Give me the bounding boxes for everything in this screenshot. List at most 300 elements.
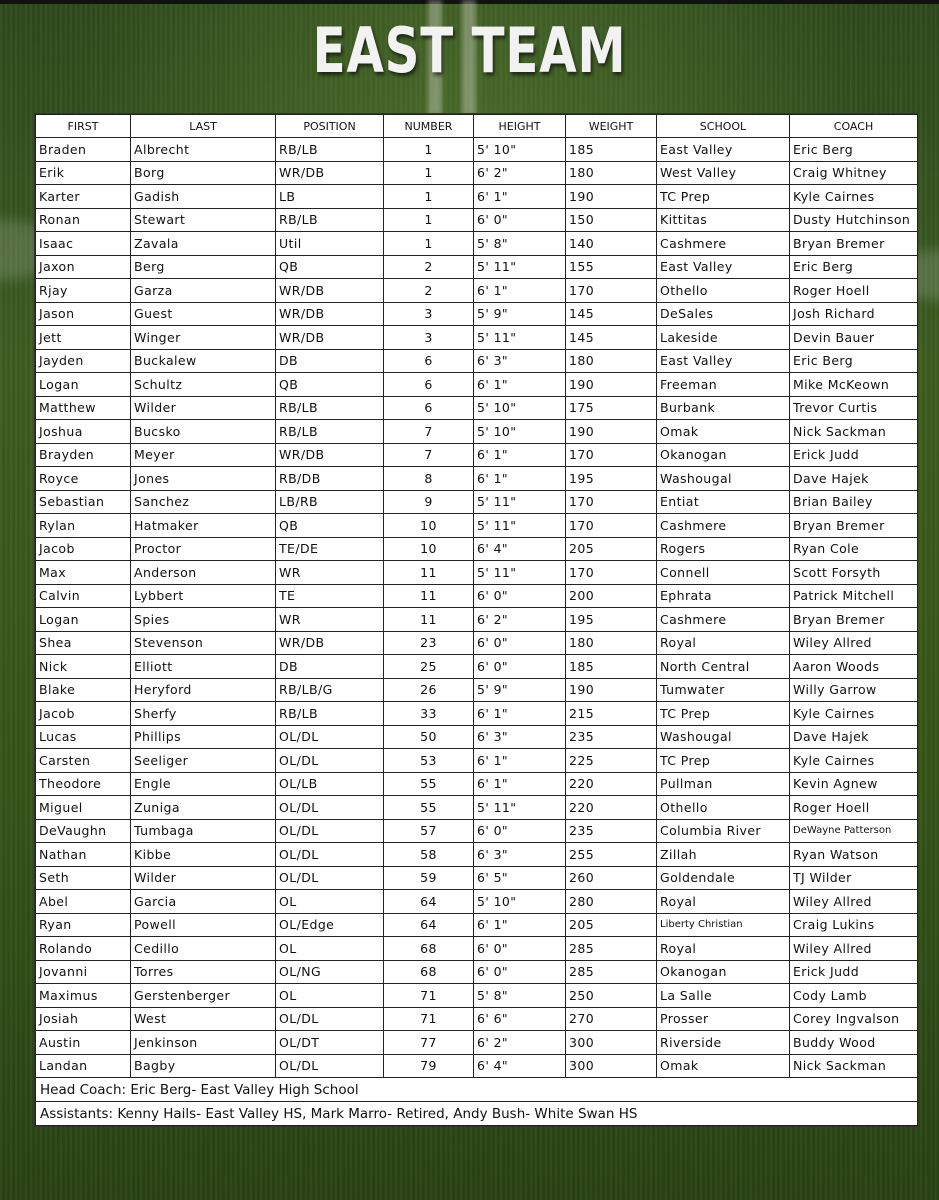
- player-weight: 145: [566, 302, 657, 326]
- player-school: East Valley: [657, 138, 790, 162]
- player-number: 6: [384, 396, 474, 420]
- player-position: OL/DL: [276, 1007, 384, 1031]
- player-first-name: Nick: [36, 655, 131, 679]
- player-weight: 235: [566, 819, 657, 843]
- player-position: OL/DL: [276, 749, 384, 773]
- player-school: Othello: [657, 279, 790, 303]
- player-weight: 150: [566, 208, 657, 232]
- player-position: WR: [276, 608, 384, 632]
- player-position: RB/LB: [276, 208, 384, 232]
- player-coach: Craig Lukins: [790, 913, 918, 937]
- player-last-name: Berg: [131, 255, 276, 279]
- player-number: 57: [384, 819, 474, 843]
- player-first-name: Rjay: [36, 279, 131, 303]
- player-weight: 255: [566, 843, 657, 867]
- col-header-coach: COACH: [790, 115, 918, 138]
- player-last-name: Proctor: [131, 537, 276, 561]
- player-school: Tumwater: [657, 678, 790, 702]
- player-weight: 220: [566, 796, 657, 820]
- player-last-name: West: [131, 1007, 276, 1031]
- player-position: LB/RB: [276, 490, 384, 514]
- player-coach: Bryan Bremer: [790, 232, 918, 256]
- player-last-name: Buckalew: [131, 349, 276, 373]
- player-coach: Cody Lamb: [790, 984, 918, 1008]
- player-school: TC Prep: [657, 702, 790, 726]
- player-position: OL/DL: [276, 1054, 384, 1078]
- player-school: TC Prep: [657, 185, 790, 209]
- player-position: OL: [276, 890, 384, 914]
- player-school: Prosser: [657, 1007, 790, 1031]
- player-position: TE/DE: [276, 537, 384, 561]
- player-last-name: Powell: [131, 913, 276, 937]
- table-row: [36, 678, 918, 702]
- player-first-name: Josiah: [36, 1007, 131, 1031]
- player-position: QB: [276, 514, 384, 538]
- player-school: Washougal: [657, 725, 790, 749]
- player-weight: 140: [566, 232, 657, 256]
- player-position: RB/LB: [276, 420, 384, 444]
- page-title: EAST TEAM: [312, 14, 627, 87]
- table-row: [36, 1054, 918, 1078]
- table-row: [36, 443, 918, 467]
- assistants-note: Assistants: Kenny Hails- East Valley HS, Mark Marro- Retired, Andy Bush- White Swan HS: [36, 1102, 918, 1126]
- player-number: 1: [384, 161, 474, 185]
- player-last-name: Sherfy: [131, 702, 276, 726]
- table-row: [36, 796, 918, 820]
- player-school: Omak: [657, 420, 790, 444]
- table-row: [36, 866, 918, 890]
- player-coach: Scott Forsyth: [790, 561, 918, 585]
- player-weight: 145: [566, 326, 657, 350]
- player-last-name: Garza: [131, 279, 276, 303]
- player-position: WR/DB: [276, 302, 384, 326]
- player-first-name: Jason: [36, 302, 131, 326]
- player-first-name: Isaac: [36, 232, 131, 256]
- player-school: Kittitas: [657, 208, 790, 232]
- table-row: [36, 185, 918, 209]
- header-row: [36, 115, 918, 138]
- player-weight: 260: [566, 866, 657, 890]
- player-first-name: Sebastian: [36, 490, 131, 514]
- player-number: 10: [384, 537, 474, 561]
- player-weight: 235: [566, 725, 657, 749]
- player-number: 11: [384, 561, 474, 585]
- player-last-name: Heryford: [131, 678, 276, 702]
- player-position: OL/Edge: [276, 913, 384, 937]
- player-weight: 185: [566, 655, 657, 679]
- player-coach: Josh Richard: [790, 302, 918, 326]
- table-row: [36, 937, 918, 961]
- player-coach: Wiley Allred: [790, 937, 918, 961]
- player-school: Washougal: [657, 467, 790, 491]
- col-header-height: HEIGHT: [474, 115, 566, 138]
- player-last-name: Torres: [131, 960, 276, 984]
- player-coach: Nick Sackman: [790, 1054, 918, 1078]
- player-first-name: Jayden: [36, 349, 131, 373]
- player-school: Cashmere: [657, 608, 790, 632]
- player-first-name: Jett: [36, 326, 131, 350]
- player-number: 64: [384, 913, 474, 937]
- player-position: OL/DL: [276, 866, 384, 890]
- player-height: 6' 3": [474, 349, 566, 373]
- table-row: [36, 749, 918, 773]
- player-school: Goldendale: [657, 866, 790, 890]
- player-number: 71: [384, 984, 474, 1008]
- player-last-name: Zavala: [131, 232, 276, 256]
- table-row: [36, 420, 918, 444]
- player-weight: 195: [566, 608, 657, 632]
- player-weight: 215: [566, 702, 657, 726]
- player-first-name: Brayden: [36, 443, 131, 467]
- player-height: 5' 11": [474, 796, 566, 820]
- player-number: 1: [384, 232, 474, 256]
- player-coach: Eric Berg: [790, 138, 918, 162]
- player-first-name: Rolando: [36, 937, 131, 961]
- player-first-name: Maximus: [36, 984, 131, 1008]
- player-last-name: Lybbert: [131, 584, 276, 608]
- player-position: WR/DB: [276, 161, 384, 185]
- player-last-name: Tumbaga: [131, 819, 276, 843]
- player-first-name: DeVaughn: [36, 819, 131, 843]
- player-position: TE: [276, 584, 384, 608]
- player-number: 7: [384, 420, 474, 444]
- table-row: [36, 279, 918, 303]
- player-height: 6' 2": [474, 1031, 566, 1055]
- player-position: WR/DB: [276, 631, 384, 655]
- player-school: La Salle: [657, 984, 790, 1008]
- player-number: 8: [384, 467, 474, 491]
- player-first-name: Blake: [36, 678, 131, 702]
- head-coach-row: [36, 1078, 918, 1102]
- player-school: DeSales: [657, 302, 790, 326]
- player-number: 10: [384, 514, 474, 538]
- player-height: 5' 11": [474, 561, 566, 585]
- player-weight: 170: [566, 279, 657, 303]
- player-number: 9: [384, 490, 474, 514]
- player-weight: 270: [566, 1007, 657, 1031]
- table-row: [36, 161, 918, 185]
- table-row: [36, 396, 918, 420]
- player-school: Liberty Christian: [657, 913, 790, 937]
- player-position: OL/NG: [276, 960, 384, 984]
- player-height: 5' 9": [474, 678, 566, 702]
- col-header-last: LAST: [131, 115, 276, 138]
- player-number: 33: [384, 702, 474, 726]
- player-school: TC Prep: [657, 749, 790, 773]
- player-last-name: Jenkinson: [131, 1031, 276, 1055]
- player-school: Burbank: [657, 396, 790, 420]
- player-last-name: Elliott: [131, 655, 276, 679]
- player-coach: Devin Bauer: [790, 326, 918, 350]
- player-height: 5' 10": [474, 890, 566, 914]
- player-height: 6' 3": [474, 725, 566, 749]
- player-first-name: Max: [36, 561, 131, 585]
- player-height: 6' 1": [474, 913, 566, 937]
- player-first-name: Jacob: [36, 537, 131, 561]
- player-first-name: Jovanni: [36, 960, 131, 984]
- player-height: 6' 1": [474, 702, 566, 726]
- player-last-name: Spies: [131, 608, 276, 632]
- player-weight: 180: [566, 349, 657, 373]
- player-first-name: Karter: [36, 185, 131, 209]
- player-number: 2: [384, 279, 474, 303]
- player-school: Zillah: [657, 843, 790, 867]
- roster-table: [35, 114, 918, 1126]
- player-height: 6' 5": [474, 866, 566, 890]
- player-school: Royal: [657, 631, 790, 655]
- table-row: [36, 373, 918, 397]
- player-position: RB/LB: [276, 138, 384, 162]
- player-weight: 300: [566, 1054, 657, 1078]
- table-row: [36, 772, 918, 796]
- table-row: [36, 890, 918, 914]
- player-coach: Erick Judd: [790, 443, 918, 467]
- player-coach: Kevin Agnew: [790, 772, 918, 796]
- player-school: North Central: [657, 655, 790, 679]
- player-weight: 220: [566, 772, 657, 796]
- player-height: 5' 10": [474, 396, 566, 420]
- player-height: 5' 11": [474, 490, 566, 514]
- player-height: 5' 11": [474, 514, 566, 538]
- col-header-number: NUMBER: [384, 115, 474, 138]
- player-position: LB: [276, 185, 384, 209]
- player-weight: 250: [566, 984, 657, 1008]
- player-last-name: Wilder: [131, 866, 276, 890]
- player-school: Cashmere: [657, 232, 790, 256]
- player-number: 11: [384, 584, 474, 608]
- table-row: [36, 490, 918, 514]
- player-coach: Mike McKeown: [790, 373, 918, 397]
- player-height: 5' 10": [474, 138, 566, 162]
- player-last-name: Gerstenberger: [131, 984, 276, 1008]
- player-weight: 285: [566, 960, 657, 984]
- player-last-name: Winger: [131, 326, 276, 350]
- table-row: [36, 467, 918, 491]
- player-school: Columbia River: [657, 819, 790, 843]
- player-weight: 180: [566, 161, 657, 185]
- player-position: WR: [276, 561, 384, 585]
- player-coach: Craig Whitney: [790, 161, 918, 185]
- player-weight: 225: [566, 749, 657, 773]
- player-last-name: Schultz: [131, 373, 276, 397]
- table-row: [36, 514, 918, 538]
- player-last-name: Bagby: [131, 1054, 276, 1078]
- player-height: 6' 0": [474, 960, 566, 984]
- player-coach: Bryan Bremer: [790, 608, 918, 632]
- player-weight: 155: [566, 255, 657, 279]
- player-position: OL: [276, 984, 384, 1008]
- col-header-school: SCHOOL: [657, 115, 790, 138]
- player-coach: Eric Berg: [790, 255, 918, 279]
- player-height: 6' 1": [474, 467, 566, 491]
- player-last-name: Stevenson: [131, 631, 276, 655]
- player-coach: Trevor Curtis: [790, 396, 918, 420]
- table-row: [36, 255, 918, 279]
- player-height: 6' 0": [474, 655, 566, 679]
- player-first-name: Carsten: [36, 749, 131, 773]
- col-header-first: FIRST: [36, 115, 131, 138]
- player-first-name: Seth: [36, 866, 131, 890]
- player-weight: 170: [566, 514, 657, 538]
- table-row: [36, 913, 918, 937]
- player-first-name: Braden: [36, 138, 131, 162]
- player-number: 58: [384, 843, 474, 867]
- player-school: Ephrata: [657, 584, 790, 608]
- player-school: Omak: [657, 1054, 790, 1078]
- player-first-name: Rylan: [36, 514, 131, 538]
- table-row: [36, 702, 918, 726]
- player-number: 1: [384, 138, 474, 162]
- player-position: DB: [276, 655, 384, 679]
- player-coach: Aaron Woods: [790, 655, 918, 679]
- roster-sheet: [34, 113, 918, 1127]
- player-first-name: Abel: [36, 890, 131, 914]
- player-height: 5' 8": [474, 232, 566, 256]
- player-last-name: Garcia: [131, 890, 276, 914]
- player-height: 5' 10": [474, 420, 566, 444]
- player-position: OL/DL: [276, 796, 384, 820]
- table-row: [36, 302, 918, 326]
- player-weight: 175: [566, 396, 657, 420]
- player-first-name: Landan: [36, 1054, 131, 1078]
- player-first-name: Nathan: [36, 843, 131, 867]
- player-weight: 205: [566, 537, 657, 561]
- player-last-name: Phillips: [131, 725, 276, 749]
- player-position: RB/LB: [276, 702, 384, 726]
- player-number: 6: [384, 349, 474, 373]
- player-weight: 280: [566, 890, 657, 914]
- player-coach: Eric Berg: [790, 349, 918, 373]
- player-weight: 190: [566, 185, 657, 209]
- player-height: 5' 8": [474, 984, 566, 1008]
- player-position: WR/DB: [276, 279, 384, 303]
- player-number: 68: [384, 937, 474, 961]
- player-height: 6' 1": [474, 772, 566, 796]
- player-school: Connell: [657, 561, 790, 585]
- player-coach: Buddy Wood: [790, 1031, 918, 1055]
- player-number: 55: [384, 772, 474, 796]
- player-height: 5' 9": [474, 302, 566, 326]
- player-weight: 190: [566, 420, 657, 444]
- player-school: Royal: [657, 890, 790, 914]
- col-header-weight: WEIGHT: [566, 115, 657, 138]
- player-height: 5' 11": [474, 326, 566, 350]
- player-number: 1: [384, 185, 474, 209]
- player-height: 6' 2": [474, 608, 566, 632]
- player-first-name: Matthew: [36, 396, 131, 420]
- player-school: Rogers: [657, 537, 790, 561]
- table-row: [36, 138, 918, 162]
- player-weight: 195: [566, 467, 657, 491]
- player-first-name: Miguel: [36, 796, 131, 820]
- table-row: [36, 984, 918, 1008]
- player-last-name: Kibbe: [131, 843, 276, 867]
- player-weight: 285: [566, 937, 657, 961]
- player-number: 25: [384, 655, 474, 679]
- player-position: QB: [276, 373, 384, 397]
- player-number: 64: [384, 890, 474, 914]
- player-height: 6' 4": [474, 537, 566, 561]
- table-row: [36, 537, 918, 561]
- player-number: 11: [384, 608, 474, 632]
- player-weight: 170: [566, 561, 657, 585]
- player-weight: 180: [566, 631, 657, 655]
- table-row: [36, 608, 918, 632]
- player-first-name: Jaxon: [36, 255, 131, 279]
- player-number: 50: [384, 725, 474, 749]
- player-first-name: Ryan: [36, 913, 131, 937]
- player-height: 6' 0": [474, 937, 566, 961]
- player-position: RB/LB: [276, 396, 384, 420]
- player-coach: Roger Hoell: [790, 796, 918, 820]
- player-last-name: Gadish: [131, 185, 276, 209]
- player-school: Okanogan: [657, 960, 790, 984]
- player-coach: Willy Garrow: [790, 678, 918, 702]
- player-weight: 205: [566, 913, 657, 937]
- player-school: Lakeside: [657, 326, 790, 350]
- player-school: Pullman: [657, 772, 790, 796]
- table-row: [36, 561, 918, 585]
- player-first-name: Calvin: [36, 584, 131, 608]
- player-number: 3: [384, 302, 474, 326]
- player-number: 77: [384, 1031, 474, 1055]
- player-school: Okanogan: [657, 443, 790, 467]
- table-row: [36, 1007, 918, 1031]
- player-school: Cashmere: [657, 514, 790, 538]
- player-last-name: Seeliger: [131, 749, 276, 773]
- player-height: 6' 0": [474, 819, 566, 843]
- player-first-name: Shea: [36, 631, 131, 655]
- player-number: 53: [384, 749, 474, 773]
- assistants-row: [36, 1102, 918, 1126]
- player-coach: Brian Bailey: [790, 490, 918, 514]
- player-height: 6' 1": [474, 185, 566, 209]
- player-height: 6' 1": [474, 373, 566, 397]
- player-position: OL: [276, 937, 384, 961]
- player-first-name: Logan: [36, 373, 131, 397]
- player-position: WR/DB: [276, 326, 384, 350]
- player-last-name: Hatmaker: [131, 514, 276, 538]
- head-coach-note: Head Coach: Eric Berg- East Valley High School: [36, 1078, 918, 1102]
- player-school: Othello: [657, 796, 790, 820]
- player-number: 2: [384, 255, 474, 279]
- player-height: 6' 1": [474, 749, 566, 773]
- player-coach: Dave Hajek: [790, 725, 918, 749]
- table-row: [36, 819, 918, 843]
- player-last-name: Bucsko: [131, 420, 276, 444]
- player-weight: 170: [566, 490, 657, 514]
- player-school: Riverside: [657, 1031, 790, 1055]
- player-school: East Valley: [657, 349, 790, 373]
- player-position: QB: [276, 255, 384, 279]
- player-coach: Corey Ingvalson: [790, 1007, 918, 1031]
- player-first-name: Ronan: [36, 208, 131, 232]
- player-coach: Erick Judd: [790, 960, 918, 984]
- player-last-name: Cedillo: [131, 937, 276, 961]
- table-row: [36, 631, 918, 655]
- player-coach: Dusty Hutchinson: [790, 208, 918, 232]
- player-school: East Valley: [657, 255, 790, 279]
- player-height: 6' 0": [474, 208, 566, 232]
- player-position: OL/DT: [276, 1031, 384, 1055]
- table-row: [36, 725, 918, 749]
- player-last-name: Albrecht: [131, 138, 276, 162]
- player-position: OL/LB: [276, 772, 384, 796]
- player-height: 6' 3": [474, 843, 566, 867]
- col-header-position: POSITION: [276, 115, 384, 138]
- player-height: 6' 4": [474, 1054, 566, 1078]
- player-school: Entiat: [657, 490, 790, 514]
